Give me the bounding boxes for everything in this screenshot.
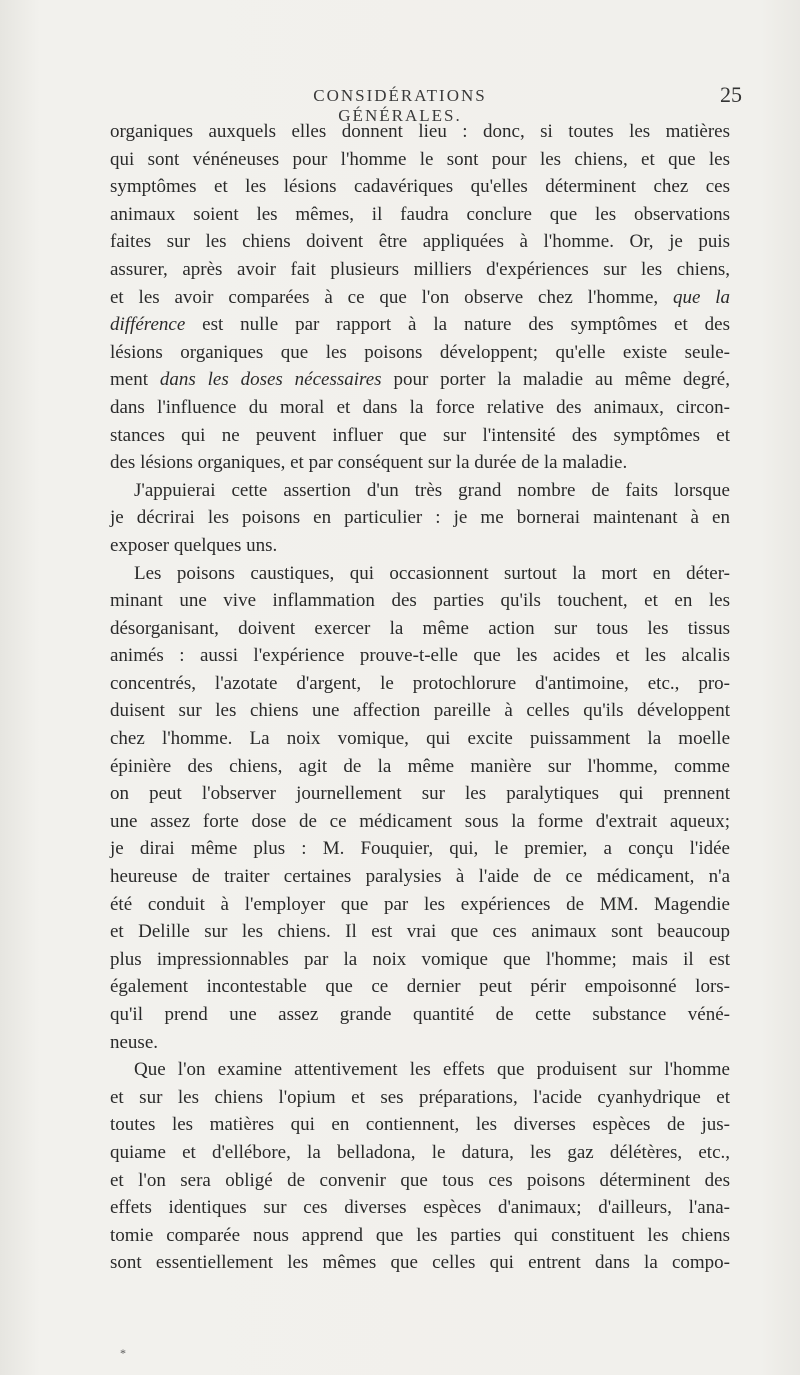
text-line [110,918,730,946]
text-segment: lésions organiques que les poisons développent; qu'elle existe seule- [110,341,730,363]
text-line [110,532,730,560]
text-line [110,835,730,863]
text-line [110,366,730,394]
text-line [110,808,730,836]
text-segment: organiques auxquels elles donnent lieu : donc, si toutes les matières [110,121,730,142]
text-segment: été conduit à l'employer que par les expériences de MM. Magendie [110,893,730,915]
text-line [110,228,730,256]
text-segment: assurer, après avoir fait plusieurs milliers d'expériences sur les chiens, [110,258,730,280]
text-segment: et l'on sera obligé de convenir que tous ces poisons déterminent des [110,1169,730,1191]
text-line [110,1194,730,1222]
text-segment: animés : aussi l'expérience prouve-t-elle que les acides et les alcalis [110,645,730,667]
text-line [110,560,730,588]
text-line [110,670,730,698]
italic-phrase: dans les doses nécessaires [159,369,382,391]
text-line [110,1001,730,1029]
text-line [110,284,730,312]
text-line [110,587,730,615]
text-line [110,1056,730,1084]
text-segment: Les poisons caustiques, qui occasionnent surtout la mort en déter- [134,562,730,584]
text-line [110,146,730,174]
text-segment: chez l'homme. La noix vomique, qui excite puissamment la moelle [110,728,730,750]
text-segment: minant une vive inflammation des parties qu'ils touchent, et en les [110,590,730,612]
text-segment: est nulle par rapport à la nature des symptômes et des [185,314,730,336]
text-line [110,697,730,725]
text-segment: et sur les chiens l'opium et ses préparations, l'acide cyanhydrique et [110,1086,730,1108]
text-line [110,477,730,505]
text-line [110,946,730,974]
text-segment: je décrirai les poisons en particulier : je me bornerai maintenant à en [110,507,730,529]
text-line [110,753,730,781]
text-segment: quiame et d'ellébore, la belladona, le datura, les gaz délétères, etc., [110,1141,730,1163]
text-line [110,891,730,919]
text-line [110,311,730,339]
text-line [110,449,730,477]
text-segment: J'appuierai cette assertion d'un très grand nombre de faits lorsque [134,479,730,501]
text-segment: stances qui ne peuvent influer que sur l'intensité des symptômes et [110,424,730,446]
text-line [110,642,730,670]
text-line [110,1167,730,1195]
text-line [110,1084,730,1112]
text-line [110,504,730,532]
text-segment: dans l'influence du moral et dans la force relative des animaux, circon- [110,396,730,418]
text-line [110,173,730,201]
text-segment: duisent sur les chiens une affection pareille à celles qu'ils développent [110,700,730,722]
text-segment: ment [110,369,160,391]
running-head: CONSIDÉRATIONS GÉNÉRALES. [313,86,487,125]
italic-phrase: que la [672,286,730,308]
text-segment: on peut l'observer journellement sur les paralytiques qui prennent [110,783,730,805]
text-line [110,1249,730,1277]
text-segment: effets identiques sur ces diverses espèces d'animaux; d'ailleurs, l'ana- [110,1197,730,1219]
text-line [110,1029,730,1057]
text-line [110,725,730,753]
text-segment: une assez forte dose de ce médicament sous la forme d'extrait aqueux; [110,810,730,832]
text-segment: tomie comparée nous apprend que les parties qui constituent les chiens [110,1224,730,1246]
text-segment: exposer quelques uns. [110,534,278,556]
text-segment: heureuse de traiter certaines paralysies à l'aide de ce médicament, n'a [110,866,730,888]
text-segment: faites sur les chiens doivent être appliquées à l'homme. Or, je puis [110,231,730,253]
text-line [110,256,730,284]
text-segment: qui sont vénéneuses pour l'homme le sont pour les chiens, et que les [110,148,730,170]
text-segment: également incontestable que ce dernier peut périr empoisonné lors- [110,976,730,998]
text-line [110,339,730,367]
text-segment: épinière des chiens, agit de la même manière sur l'homme, comme [110,755,730,777]
text-segment: plus impressionnables par la noix vomique que l'homme; mais il est [110,948,730,970]
text-segment: désorganisant, doivent exercer la même action sur tous les tissus [110,617,730,639]
text-line [110,1139,730,1167]
page-number: 25 [720,82,742,107]
text-line [110,394,730,422]
text-line [110,973,730,1001]
text-segment: symptômes et les lésions cadavériques qu'elles déterminent chez ces [110,176,730,198]
body-text [110,118,730,1277]
text-segment: Que l'on examine attentivement les effets que produisent sur l'homme [134,1059,730,1081]
text-segment: je dirai même plus : M. Fouquier, qui, le premier, a conçu l'idée [110,838,730,860]
text-segment: animaux soient les mêmes, il faudra conclure que les observations [110,203,730,225]
text-line [110,201,730,229]
text-line [110,118,730,146]
text-segment: qu'il prend une assez grande quantité de cette substance véné- [110,1004,730,1025]
text-segment: pour porter la maladie au même degré, [381,369,730,391]
text-line [110,1222,730,1250]
text-segment: et Delille sur les chiens. Il est vrai que ces animaux sont beaucoup [110,921,730,943]
text-segment: toutes les matières qui en contiennent, les diverses espèces de jus- [110,1114,730,1136]
text-line [110,422,730,450]
text-line [110,780,730,808]
text-line [110,863,730,891]
text-segment: sont essentiellement les mêmes que celles qui entrent dans la compo- [110,1252,730,1274]
text-segment: et les avoir comparées à ce que l'on observe chez l'homme, [110,286,673,308]
text-segment: neuse. [110,1031,159,1053]
stray-print-mark: * [120,1346,126,1360]
text-segment: des lésions organiques, et par conséquent sur la durée de la maladie. [110,452,628,474]
text-line [110,1111,730,1139]
italic-phrase: différence [110,314,186,336]
text-line [110,615,730,643]
text-segment: concentrés, l'azotate d'argent, le protochlorure d'antimoine, etc., pro- [110,672,730,694]
